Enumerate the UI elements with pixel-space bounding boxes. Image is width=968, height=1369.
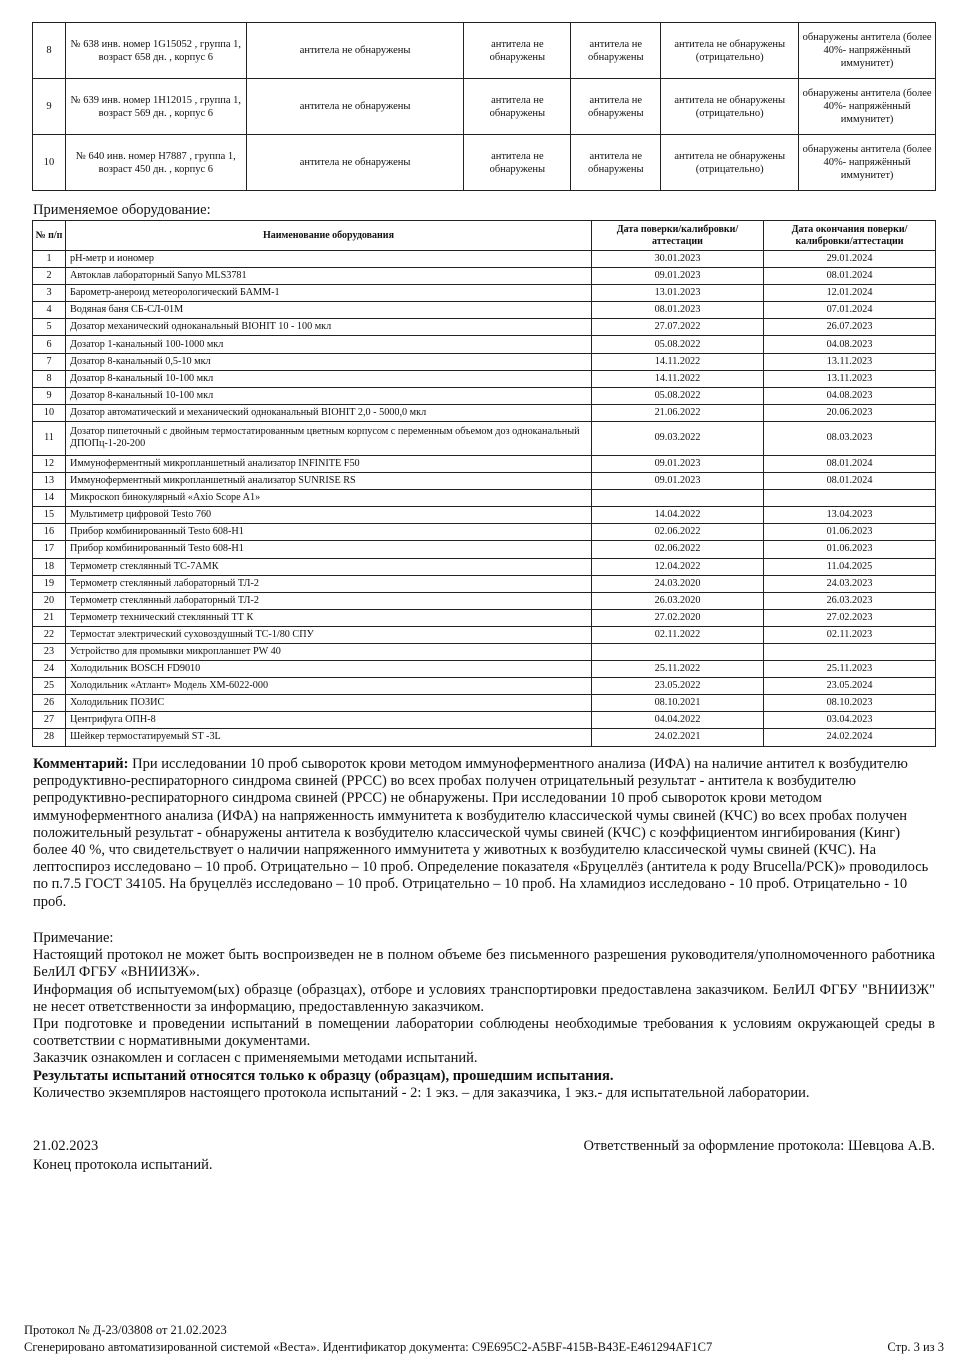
row-number: 10 bbox=[33, 135, 66, 191]
date-end: 20.06.2023 bbox=[764, 404, 936, 421]
footer-protocol-number: Протокол № Д-23/03808 от 21.02.2023 bbox=[24, 1323, 227, 1337]
table-row bbox=[33, 661, 936, 678]
date-end: 08.01.2024 bbox=[764, 473, 936, 490]
row-number: 21 bbox=[33, 609, 66, 626]
equipment-name: Иммуноферментный микропланшетный анализатор SUNRISE RS bbox=[66, 473, 592, 490]
notes-section bbox=[33, 930, 935, 1102]
result-cell: антитела не обнаружены (отрицательно) bbox=[661, 135, 799, 191]
footer-generated-by: Сгенерировано автоматизированной системой «Веста». Идентификатор документа: C9E695C2-A5BF-415B-B43E-E461294AF1C7 bbox=[24, 1340, 713, 1354]
signature-date: 21.02.2023 bbox=[33, 1138, 99, 1154]
row-number: 11 bbox=[33, 421, 66, 455]
date-end: 12.01.2024 bbox=[764, 285, 936, 302]
date-check: 05.08.2022 bbox=[592, 336, 764, 353]
result-cell: антитела не обнаружены bbox=[246, 79, 464, 135]
equipment-name: Водяная баня СБ-СЛ-01М bbox=[66, 302, 592, 319]
date-end: 13.11.2023 bbox=[764, 370, 936, 387]
row-number: 12 bbox=[33, 455, 66, 472]
row-number: 2 bbox=[33, 268, 66, 285]
comment-text: При исследовании 10 проб сывороток крови методом иммуноферментного анализа (ИФА) на наличие антител к возбудителю репродуктивно-респираторного синдрома свиней (РРСС) во всех пробах получен отрицательный результат - антитела к возбудителю репродуктивно-респираторного синдрома свиней (РРСС) не обнаружены. При исследовании 10 проб сывороток крови методом иммуноферментного анализа (ИФА) на напряженность иммунитета к возбудителю классической чумы свиней (КЧС) во всех пробах получен положительный результат - обнаружены антитела к возбудителю классической чумы свиней (КЧС) с коэффициентом ингибирования (Кинг) более 40 %, что свидетельствует о наличии напряженного иммунитета у животных к возбудителю классической чумы свиней (КЧС). На лептоспироз исследовано – 10 проб. Отрицательно – 10 проб. Определение показателя «Бруцеллёз (антитела к роду Brucella/РСК)» проводилось по п.7.5 ГОСТ 34105. На бруцеллёз исследовано – 10 проб. Отрицательно – 10 проб. На хламидиоз исследовано - 10 проб. Отрицательно - 10 проб. bbox=[33, 756, 929, 910]
table-row bbox=[33, 387, 936, 404]
date-check: 30.01.2023 bbox=[592, 251, 764, 268]
row-number: 15 bbox=[33, 507, 66, 524]
date-check: 27.07.2022 bbox=[592, 319, 764, 336]
equipment-name: Холодильник BOSCH FD9010 bbox=[66, 661, 592, 678]
date-end: 07.01.2024 bbox=[764, 302, 936, 319]
equipment-name: Холодильник «Атлант» Модель ХМ-6022-000 bbox=[66, 678, 592, 695]
row-number: 20 bbox=[33, 592, 66, 609]
row-number: 4 bbox=[33, 302, 66, 319]
date-check: 09.01.2023 bbox=[592, 473, 764, 490]
result-cell: антитела не обнаружены (отрицательно) bbox=[661, 79, 799, 135]
date-check: 02.06.2022 bbox=[592, 524, 764, 541]
date-check: 02.11.2022 bbox=[592, 626, 764, 643]
row-number: 14 bbox=[33, 490, 66, 507]
table-row bbox=[33, 455, 936, 472]
row-number: 3 bbox=[33, 285, 66, 302]
date-end: 25.11.2023 bbox=[764, 661, 936, 678]
result-cell: антитела не обнаружены bbox=[464, 135, 571, 191]
row-number: 26 bbox=[33, 695, 66, 712]
date-check: 14.11.2022 bbox=[592, 370, 764, 387]
table-row bbox=[33, 285, 936, 302]
equipment-name: Устройство для промывки микропланшет PW 40 bbox=[66, 643, 592, 660]
equipment-name: Термометр стеклянный ТС-7АМК bbox=[66, 558, 592, 575]
date-end bbox=[764, 490, 936, 507]
date-end: 24.02.2024 bbox=[764, 729, 936, 746]
date-end: 23.05.2024 bbox=[764, 678, 936, 695]
result-cell: антитела не обнаружены bbox=[464, 23, 571, 79]
row-number: 9 bbox=[33, 79, 66, 135]
equipment-name: Дозатор 8-канальный 10-100 мкл bbox=[66, 387, 592, 404]
date-end: 04.08.2023 bbox=[764, 387, 936, 404]
equipment-name: Прибор комбинированный Testo 608-H1 bbox=[66, 524, 592, 541]
table-row bbox=[33, 319, 936, 336]
result-cell: антитела не обнаружены (отрицательно) bbox=[661, 23, 799, 79]
equipment-name: Холодильник ПОЗИС bbox=[66, 695, 592, 712]
date-end: 13.04.2023 bbox=[764, 507, 936, 524]
table-row bbox=[33, 268, 936, 285]
table-row bbox=[33, 79, 936, 135]
row-number: 10 bbox=[33, 404, 66, 421]
equipment-name: pH-метр и иономер bbox=[66, 251, 592, 268]
equipment-name: Иммуноферментный микропланшетный анализатор INFINITE F50 bbox=[66, 455, 592, 472]
row-number: 5 bbox=[33, 319, 66, 336]
equipment-name: Дозатор 8-канальный 10-100 мкл bbox=[66, 370, 592, 387]
equipment-name: Автоклав лабораторный Sanyo MLS3781 bbox=[66, 268, 592, 285]
date-end: 08.10.2023 bbox=[764, 695, 936, 712]
result-cell: антитела не обнаружены bbox=[246, 23, 464, 79]
table-row bbox=[33, 404, 936, 421]
result-cell: обнаружены антитела (более 40%- напряжённый иммунитет) bbox=[799, 135, 936, 191]
header-num: № п/п bbox=[33, 221, 66, 251]
row-number: 1 bbox=[33, 251, 66, 268]
table-row bbox=[33, 473, 936, 490]
date-end: 13.11.2023 bbox=[764, 353, 936, 370]
row-number: 24 bbox=[33, 661, 66, 678]
date-end: 08.01.2024 bbox=[764, 268, 936, 285]
table-row bbox=[33, 507, 936, 524]
sample-description: № 640 инв. номер H7887 , группа 1, возраст 450 дн. , корпус 6 bbox=[65, 135, 246, 191]
note-line: Информация об испытуемом(ых) образце (образцах), отборе и условиях транспортировки предоставлена заказчиком. БелИЛ ФГБУ "ВНИИЗЖ" не несет ответственности за информацию, предоставленную заказчиком. bbox=[33, 981, 935, 1015]
table-row bbox=[33, 302, 936, 319]
date-check: 24.03.2020 bbox=[592, 575, 764, 592]
equipment-name: Дозатор механический одноканальный BIOHIT 10 - 100 мкл bbox=[66, 319, 592, 336]
table-row bbox=[33, 712, 936, 729]
table-row bbox=[33, 729, 936, 746]
result-cell: антитела не обнаружены bbox=[571, 135, 661, 191]
table-row bbox=[33, 592, 936, 609]
equipment-table bbox=[32, 220, 936, 747]
table-row bbox=[33, 135, 936, 191]
row-number: 17 bbox=[33, 541, 66, 558]
date-check: 04.04.2022 bbox=[592, 712, 764, 729]
date-check: 24.02.2021 bbox=[592, 729, 764, 746]
equipment-name: Микроскоп бинокулярный «Axio Scope A1» bbox=[66, 490, 592, 507]
table-header-row bbox=[33, 221, 936, 251]
date-check bbox=[592, 643, 764, 660]
equipment-name: Дозатор 8-канальный 0,5-10 мкл bbox=[66, 353, 592, 370]
table-row bbox=[33, 353, 936, 370]
date-check: 27.02.2020 bbox=[592, 609, 764, 626]
comment-label: Комментарий: bbox=[33, 756, 129, 772]
table-row bbox=[33, 370, 936, 387]
date-check: 14.11.2022 bbox=[592, 353, 764, 370]
equipment-name: Барометр-анероид метеорологический БАММ-1 bbox=[66, 285, 592, 302]
table-row bbox=[33, 23, 936, 79]
sample-description: № 639 инв. номер 1H12015 , группа 1, возраст 569 дн. , корпус 6 bbox=[65, 79, 246, 135]
date-end: 08.03.2023 bbox=[764, 421, 936, 455]
results-table bbox=[32, 22, 936, 191]
row-number: 8 bbox=[33, 370, 66, 387]
date-check: 02.06.2022 bbox=[592, 541, 764, 558]
date-end: 26.03.2023 bbox=[764, 592, 936, 609]
note-line-results-scope: Результаты испытаний относятся только к образцу (образцам), прошедшим испытания. bbox=[33, 1067, 614, 1084]
equipment-rows bbox=[33, 251, 936, 747]
date-check: 25.11.2022 bbox=[592, 661, 764, 678]
equipment-name: Термостат электрический суховоздушный ТС-1/80 СПУ bbox=[66, 626, 592, 643]
date-end: 26.07.2023 bbox=[764, 319, 936, 336]
table-row bbox=[33, 626, 936, 643]
date-end: 04.08.2023 bbox=[764, 336, 936, 353]
result-cell: антитела не обнаружены bbox=[246, 135, 464, 191]
table-row bbox=[33, 421, 936, 455]
date-end: 01.06.2023 bbox=[764, 524, 936, 541]
row-number: 18 bbox=[33, 558, 66, 575]
header-date-check: Дата поверки/калибровки/аттестации bbox=[592, 221, 764, 251]
equipment-name: Мультиметр цифровой Testo 760 bbox=[66, 507, 592, 524]
date-check: 09.03.2022 bbox=[592, 421, 764, 455]
table-row bbox=[33, 695, 936, 712]
date-end: 08.01.2024 bbox=[764, 455, 936, 472]
table-row bbox=[33, 541, 936, 558]
note-line: Количество экземпляров настоящего протокола испытаний - 2: 1 экз. – для заказчика, 1 экз.- для испытательной лаборатории. bbox=[33, 1084, 810, 1101]
date-end: 27.02.2023 bbox=[764, 609, 936, 626]
date-check: 13.01.2023 bbox=[592, 285, 764, 302]
protocol-end: Конец протокола испытаний. bbox=[33, 1157, 213, 1173]
date-end: 01.06.2023 bbox=[764, 541, 936, 558]
equipment-name: Термометр стеклянный лабораторный ТЛ-2 bbox=[66, 592, 592, 609]
row-number: 13 bbox=[33, 473, 66, 490]
date-end: 29.01.2024 bbox=[764, 251, 936, 268]
sample-description: № 638 инв. номер 1G15052 , группа 1, возраст 658 дн. , корпус 6 bbox=[65, 23, 246, 79]
row-number: 19 bbox=[33, 575, 66, 592]
note-line: Заказчик ознакомлен и согласен с применяемыми методами испытаний. bbox=[33, 1050, 478, 1067]
table-row bbox=[33, 490, 936, 507]
row-number: 22 bbox=[33, 626, 66, 643]
signature-responsible: Ответственный за оформление протокола: Шевцова А.В. bbox=[583, 1138, 935, 1154]
date-end: 24.03.2023 bbox=[764, 575, 936, 592]
note-line: При подготовке и проведении испытаний в помещении лаборатории соблюдены необходимые требования к условиям окружающей среды в соответствии с нормативными документами. bbox=[33, 1016, 935, 1050]
result-cell: обнаружены антитела (более 40%- напряжённый иммунитет) bbox=[799, 79, 936, 135]
result-cell: антитела не обнаружены bbox=[571, 79, 661, 135]
table-row bbox=[33, 336, 936, 353]
result-cell: обнаружены антитела (более 40%- напряжённый иммунитет) bbox=[799, 23, 936, 79]
equipment-name: Термометр стеклянный лабораторный ТЛ-2 bbox=[66, 575, 592, 592]
header-date-end: Дата окончания поверки/калибровки/аттестации bbox=[764, 221, 936, 251]
date-end: 11.04.2025 bbox=[764, 558, 936, 575]
date-check: 21.06.2022 bbox=[592, 404, 764, 421]
equipment-name: Центрифуга ОПН-8 bbox=[66, 712, 592, 729]
row-number: 9 bbox=[33, 387, 66, 404]
footer-page-number: Стр. 3 из 3 bbox=[887, 1340, 944, 1354]
row-number: 25 bbox=[33, 678, 66, 695]
date-check bbox=[592, 490, 764, 507]
date-check: 05.08.2022 bbox=[592, 387, 764, 404]
date-end: 03.04.2023 bbox=[764, 712, 936, 729]
date-check: 12.04.2022 bbox=[592, 558, 764, 575]
date-end: 02.11.2023 bbox=[764, 626, 936, 643]
date-check: 08.01.2023 bbox=[592, 302, 764, 319]
equipment-name: Шейкер термостатируемый ST -3L bbox=[66, 729, 592, 746]
equipment-name: Дозатор автоматический и механический одноканальный BIOHIT 2,0 - 5000,0 мкл bbox=[66, 404, 592, 421]
table-row bbox=[33, 609, 936, 626]
date-check: 09.01.2023 bbox=[592, 455, 764, 472]
table-row bbox=[33, 251, 936, 268]
row-number: 28 bbox=[33, 729, 66, 746]
equipment-section-title: Применяемое оборудование: bbox=[33, 202, 211, 218]
equipment-name: Термометр технический стеклянный ТТ К bbox=[66, 609, 592, 626]
note-line: Настоящий протокол не может быть воспроизведен не в полном объеме без письменного разрешения руководителя/уполномоченного работника БелИЛ ФГБУ «ВНИИЗЖ». bbox=[33, 947, 935, 981]
row-number: 7 bbox=[33, 353, 66, 370]
row-number: 6 bbox=[33, 336, 66, 353]
row-number: 8 bbox=[33, 23, 66, 79]
notes-title: Примечание: bbox=[33, 930, 114, 946]
comment-paragraph bbox=[33, 756, 935, 911]
date-check: 08.10.2021 bbox=[592, 695, 764, 712]
table-row bbox=[33, 524, 936, 541]
table-row bbox=[33, 643, 936, 660]
equipment-name: Прибор комбинированный Testo 608-H1 bbox=[66, 541, 592, 558]
result-cell: антитела не обнаружены bbox=[464, 79, 571, 135]
result-cell: антитела не обнаружены bbox=[571, 23, 661, 79]
equipment-name: Дозатор пипеточный с двойным термостатированным цветным корпусом с переменным объемом доз одноканальный ДПОПц-1-20-200 bbox=[66, 421, 592, 455]
header-name: Наименование оборудования bbox=[66, 221, 592, 251]
table-row bbox=[33, 678, 936, 695]
table-row bbox=[33, 575, 936, 592]
date-check: 26.03.2020 bbox=[592, 592, 764, 609]
equipment-name: Дозатор 1-канальный 100-1000 мкл bbox=[66, 336, 592, 353]
table-row bbox=[33, 558, 936, 575]
date-check: 09.01.2023 bbox=[592, 268, 764, 285]
row-number: 16 bbox=[33, 524, 66, 541]
date-check: 14.04.2022 bbox=[592, 507, 764, 524]
date-end bbox=[764, 643, 936, 660]
date-check: 23.05.2022 bbox=[592, 678, 764, 695]
row-number: 23 bbox=[33, 643, 66, 660]
row-number: 27 bbox=[33, 712, 66, 729]
